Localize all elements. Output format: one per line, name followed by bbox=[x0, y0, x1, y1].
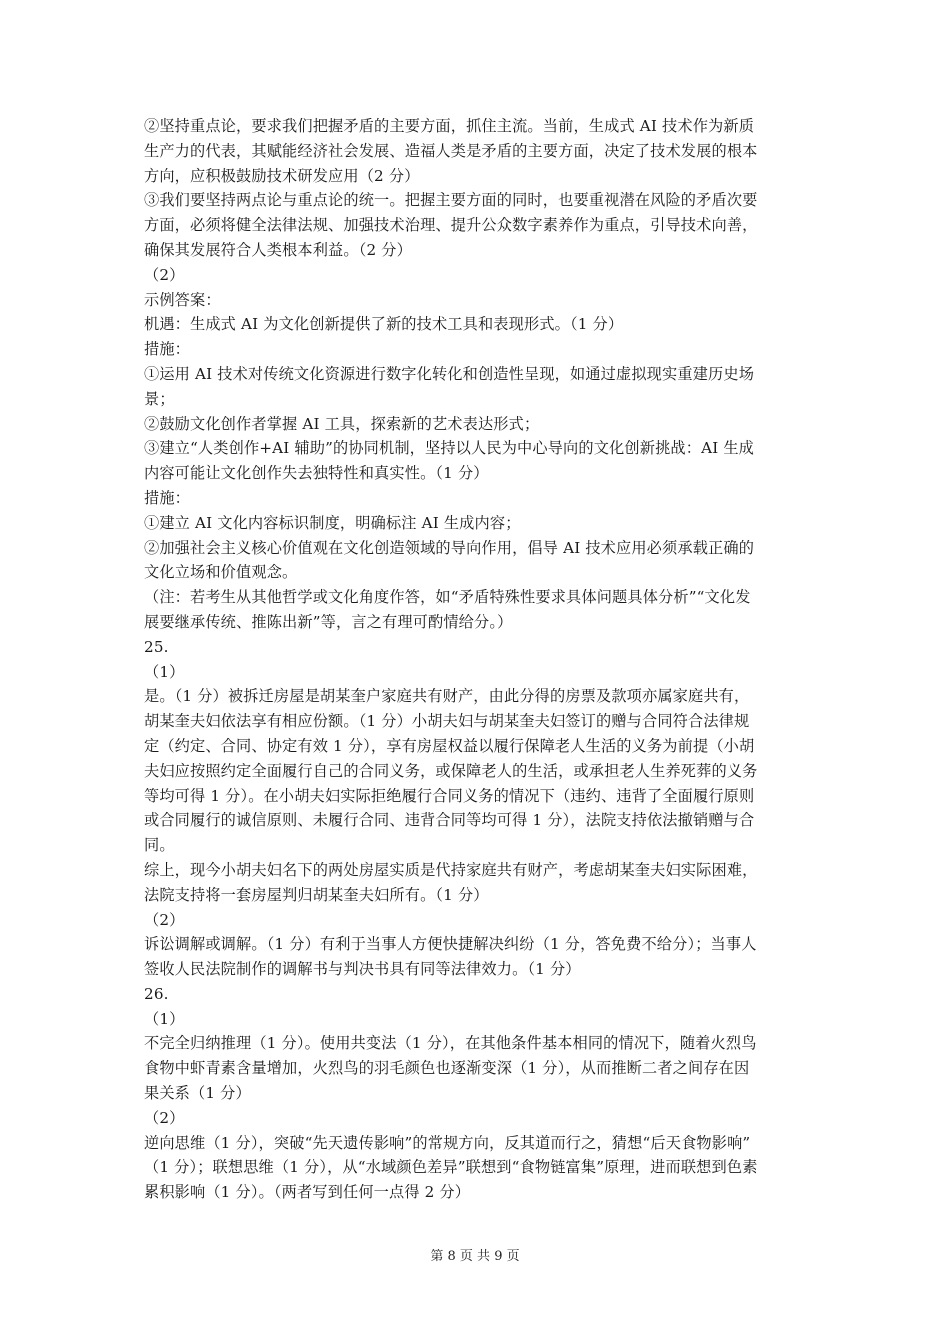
text-line: 胡某奎夫妇依法享有相应份额。（1 分）小胡夫妇与胡某奎夫妇签订的赠与合同符合法律规 bbox=[144, 712, 750, 731]
text-line: ①建立 AI 文化内容标识制度，明确标注 AI 生成内容； bbox=[144, 513, 521, 532]
text-line: （2） bbox=[144, 910, 185, 929]
text-line: 生产力的代表，其赋能经济社会发展、造福人类是矛盾的主要方面，决定了技术发展的根本 bbox=[144, 141, 758, 160]
text-line: ②加强社会主义核心价值观在文化创造领域的导向作用，倡导 AI 技术应用必须承载正确的 bbox=[144, 538, 755, 557]
text-line: ②坚持重点论，要求我们把握矛盾的主要方面，抓住主流。当前，生成式 AI 技术作为新质 bbox=[144, 117, 755, 135]
text-line: ③我们要坚持两点论与重点论的统一。把握主要方面的同时，也要重视潜在风险的矛盾次要 bbox=[144, 191, 758, 210]
text-line: 是。（1 分）被拆迁房屋是胡某奎户家庭共有财产，由此分得的房票及款项亦属家庭共有， bbox=[144, 687, 750, 706]
text-line: 签收人民法院制作的调解书与判决书具有同等法律效力。（1 分） bbox=[144, 960, 581, 979]
text-line: 逆向思维（1 分），突破“先天遗传影响”的常规方向，反其道而行之，猜想“后天食物影响” bbox=[144, 1133, 751, 1152]
text-line: ②鼓励文化创作者掌握 AI 工具，探索新的艺术表达形式； bbox=[144, 414, 540, 433]
text-line: （注：若考生从其他哲学或文化角度作答，如“矛盾特殊性要求具体问题具体分析”“文化发 bbox=[144, 588, 751, 607]
text-line: （1 分）；联想思维（1 分），从“水域颜色差异”联想到“食物链富集”原理，进而联想到色素 bbox=[144, 1158, 758, 1177]
text-line: 26. bbox=[144, 984, 169, 1003]
text-line: 措施： bbox=[144, 340, 191, 359]
text-line: 展要继承传统、推陈出新”等，言之有理可酌情给分。） bbox=[144, 612, 513, 631]
text-line: 同。 bbox=[144, 836, 175, 855]
text-line: 机遇：生成式 AI 为文化创新提供了新的技术工具和表现形式。（1 分） bbox=[144, 315, 624, 334]
text-line: 累积影响（1 分）。（两者写到任何一点得 2 分） bbox=[144, 1183, 471, 1202]
document-body bbox=[144, 114, 812, 1205]
text-line: 方面，必须将健全法律法规、加强技术治理、提升公众数字素养作为重点，引导技术向善， bbox=[144, 216, 758, 235]
text-line: 景； bbox=[144, 389, 175, 408]
page-footer: 第 8 页 共 9 页 bbox=[430, 1249, 520, 1264]
text-line: 综上，现今小胡夫妇名下的两处房屋实质是代持家庭共有财产，考虑胡某奎夫妇实际困难， bbox=[144, 860, 758, 879]
text-line: 等均可得 1 分）。在小胡夫妇实际拒绝履行合同义务的情况下（违约、违背了全面履行原则 bbox=[144, 786, 755, 805]
text-line: 或合同履行的诚信原则、未履行合同、违背合同等均可得 1 分），法院支持依法撤销赠与合 bbox=[144, 811, 755, 830]
text-line: 文化立场和价值观念。 bbox=[144, 563, 298, 582]
text-line: （1） bbox=[144, 1009, 185, 1028]
text-line: 确保其发展符合人类根本利益。（2 分） bbox=[144, 240, 412, 259]
text-line: 内容可能让文化创作失去独特性和真实性。（1 分） bbox=[144, 464, 489, 483]
text-line: ③建立“人类创作+AI 辅助”的协同机制，坚持以人民为中心导向的文化创新挑战：AI 生成 bbox=[144, 439, 755, 458]
text-line: 法院支持将一套房屋判归胡某奎夫妇所有。（1 分） bbox=[144, 885, 489, 904]
text-line: （1） bbox=[144, 662, 185, 681]
text-line: 食物中虾青素含量增加，火烈鸟的羽毛颜色也逐渐变深（1 分），从而推断二者之间存在因 bbox=[144, 1059, 750, 1078]
text-line: 措施： bbox=[144, 488, 191, 507]
text-line: 夫妇应按照约定全面履行自己的合同义务，或保障老人的生活，或承担老人生养死葬的义务 bbox=[144, 761, 758, 780]
text-line: （2） bbox=[144, 265, 185, 284]
text-line: 不完全归纳推理（1 分）。使用共变法（1 分），在其他条件基本相同的情况下，随着火烈鸟 bbox=[144, 1034, 757, 1053]
text-line: 25. bbox=[144, 637, 169, 656]
text-line: 示例答案： bbox=[144, 290, 221, 309]
text-line: （2） bbox=[144, 1108, 185, 1127]
text-line: 果关系（1 分） bbox=[144, 1084, 251, 1103]
text-line: ①运用 AI 技术对传统文化资源进行数字化转化和创造性呈现，如通过虚拟现实重建历史场 bbox=[144, 364, 755, 383]
text-line: 诉讼调解或调解。（1 分）有利于当事人方便快捷解决纠纷（1 分，答免费不给分）；当事人 bbox=[144, 935, 757, 954]
text-line: 方向，应积极鼓励技术研发应用（2 分） bbox=[144, 166, 420, 185]
text-line: 定（约定、合同、协定有效 1 分），享有房屋权益以履行保障老人生活的义务为前提（小胡 bbox=[144, 736, 755, 755]
